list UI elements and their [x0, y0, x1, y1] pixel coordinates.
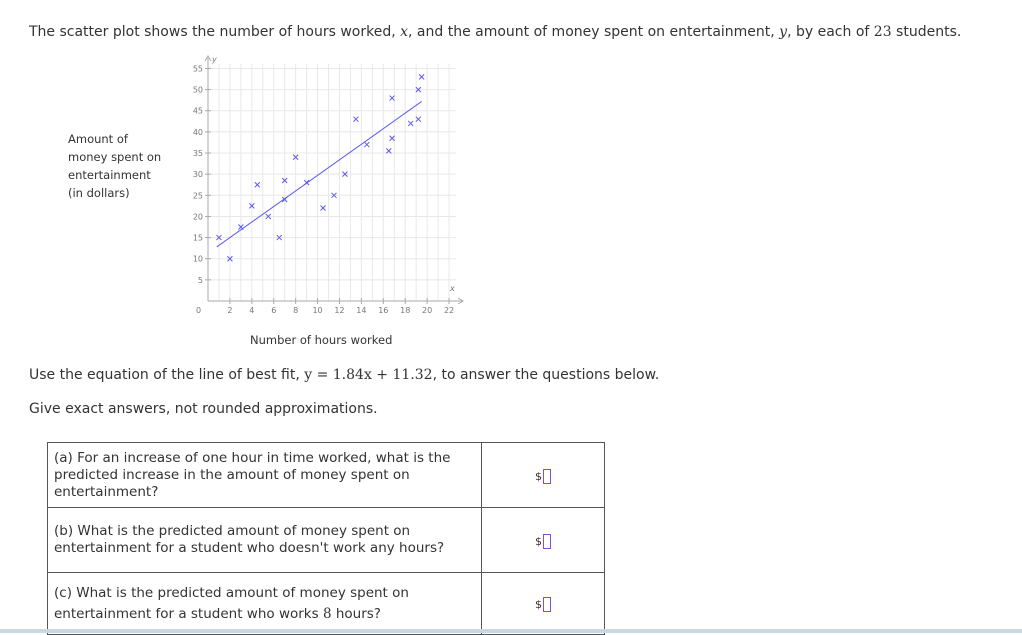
- intro-text: [29, 24, 961, 40]
- x-tick-label: 18: [400, 306, 411, 315]
- answer-input-a[interactable]: [543, 469, 551, 484]
- y-tick-label: 45: [192, 106, 203, 116]
- dollar-sign: $: [535, 534, 542, 548]
- question-row-a: [48, 443, 605, 508]
- scatter-plot: [178, 52, 478, 322]
- y-axis-symbol: y: [212, 55, 217, 64]
- data-point: [408, 121, 413, 126]
- instruction-line-1: [29, 367, 659, 383]
- bottom-divider: [0, 629, 1022, 633]
- y-axis-label-line: Amount of: [68, 132, 128, 146]
- x-tick-label: 20: [422, 306, 433, 315]
- y-axis-label-line: (in dollars): [68, 186, 130, 200]
- x-tick-label: 2: [227, 306, 233, 315]
- y-axis-label-line: entertainment: [68, 168, 151, 182]
- intro-text-b: , and the amount of money spent on entertainment,: [408, 24, 780, 40]
- y-tick-label: 15: [192, 233, 203, 243]
- y-tick-label: 55: [192, 64, 203, 74]
- instruction-line-2: Give exact answers, not rounded approximations.: [29, 401, 378, 417]
- question-c-text-a: (c) What is the predicted amount of money spent on entertainment for a student who works: [54, 584, 409, 622]
- question-a-text: (a) For an increase of one hour in time worked, what is the predicted increase in the amount of money spent on entertainment?: [48, 443, 482, 508]
- data-point: [364, 142, 369, 147]
- x-axis-label: Number of hours worked: [250, 333, 393, 347]
- y-tick-label: 35: [192, 149, 203, 159]
- answer-input-c[interactable]: [543, 597, 551, 612]
- y-tick-label: 5: [197, 275, 203, 285]
- x-tick-label: 6: [271, 306, 277, 315]
- y-tick-label: 10: [192, 254, 203, 264]
- questions-table: [47, 442, 605, 635]
- data-point: [353, 117, 358, 122]
- data-point: [321, 205, 326, 210]
- x-tick-label: 8: [293, 306, 299, 315]
- question-row-b: [48, 508, 605, 573]
- y-tick-label: 20: [192, 212, 203, 222]
- data-point: [255, 182, 260, 187]
- y-tick-label: 25: [192, 191, 203, 201]
- intro-text-d: students.: [891, 24, 962, 40]
- dollar-sign: $: [535, 598, 542, 611]
- answer-cell-b: [482, 508, 605, 573]
- student-count: 23: [873, 24, 892, 40]
- intro-text-a: The scatter plot shows the number of hours worked,: [29, 24, 401, 40]
- y-axis-label: [68, 130, 161, 202]
- y-tick-label: 50: [192, 85, 203, 95]
- var-x: x: [400, 24, 409, 40]
- x-tick-label: 16: [378, 306, 389, 315]
- answer-input-b[interactable]: [543, 534, 551, 549]
- origin-label: 0: [196, 306, 202, 315]
- x-tick-label: 10: [312, 306, 323, 315]
- instruction-text-a: Use the equation of the line of best fit,: [29, 367, 305, 383]
- answer-cell-a: [482, 443, 605, 508]
- question-c-text-b: hours?: [331, 605, 381, 622]
- intro-text-c: , by each of: [787, 24, 874, 40]
- var-y: y: [779, 24, 788, 40]
- data-point: [419, 74, 424, 79]
- x-tick-label: 14: [356, 306, 367, 315]
- instruction-text-b: , to answer the questions below.: [432, 367, 660, 383]
- x-tick-label: 22: [443, 306, 455, 315]
- y-tick-label: 30: [192, 170, 203, 180]
- answer-cell-c: [482, 573, 605, 635]
- question-c-text: [48, 573, 482, 635]
- question-c-hours: 8: [322, 605, 332, 622]
- dollar-sign: $: [535, 469, 542, 483]
- x-tick-label: 4: [249, 306, 255, 315]
- best-fit-equation: y = 1.84x + 11.32: [304, 367, 433, 383]
- question-b-text: (b) What is the predicted amount of money spent on entertainment for a student who doesn't work any hours?: [48, 508, 482, 573]
- x-tick-label: 12: [334, 306, 345, 315]
- x-axis-symbol: x: [450, 284, 455, 293]
- y-tick-label: 40: [192, 127, 203, 137]
- question-row-c: [48, 573, 605, 635]
- y-axis-label-line: money spent on: [68, 150, 162, 164]
